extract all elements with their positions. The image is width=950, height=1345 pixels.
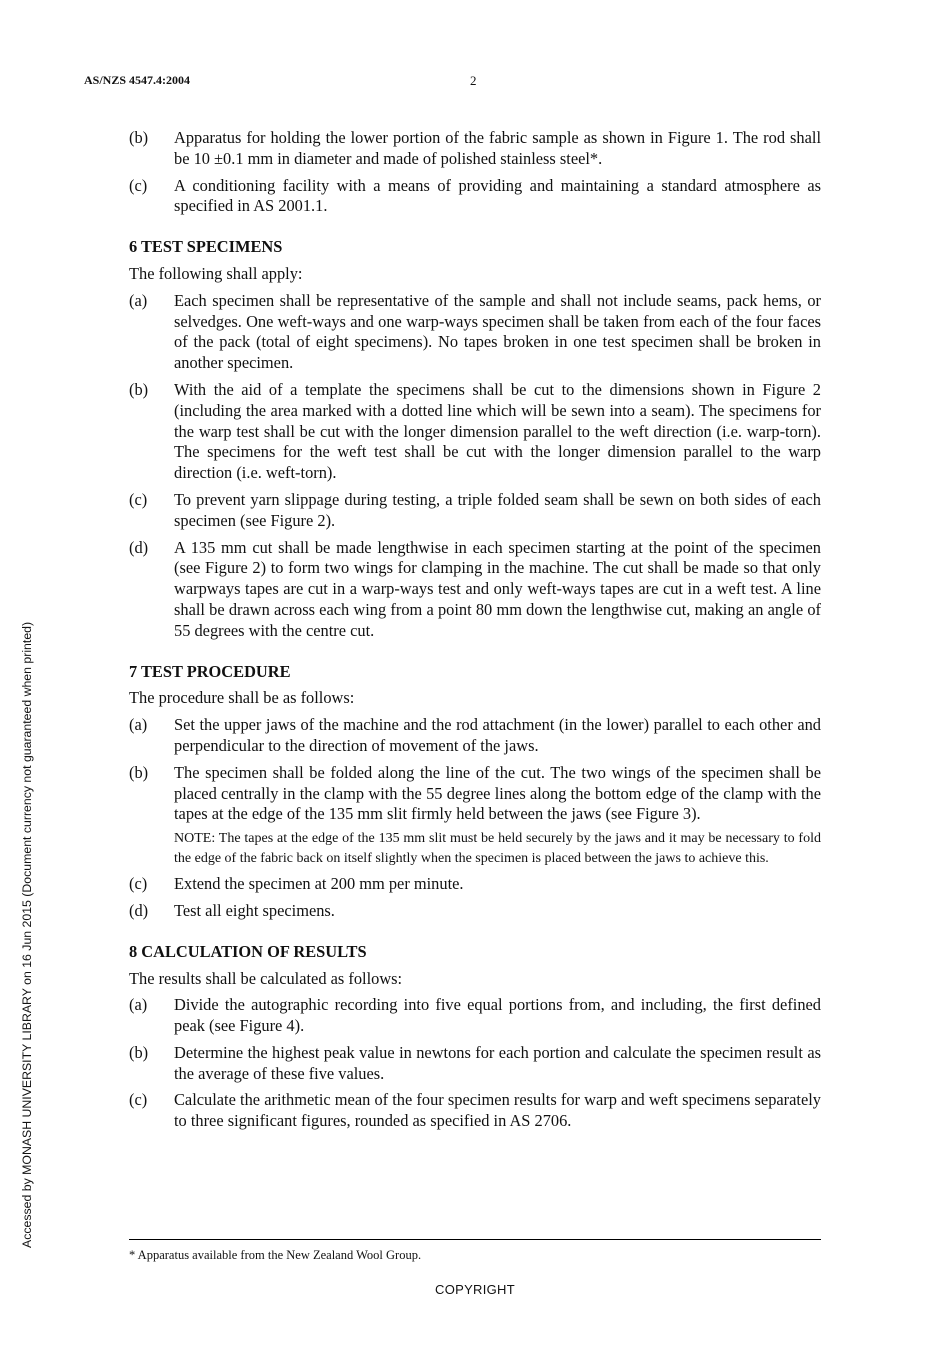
item-text: Set the upper jaws of the machine and the rod attachment (in the lower) parallel to each other and perpendicular to the direction of movement of the jaws. bbox=[174, 715, 821, 755]
list-item bbox=[129, 291, 821, 374]
item-label: (d) bbox=[129, 537, 149, 557]
list-item bbox=[129, 995, 821, 1037]
page-number: 2 bbox=[470, 73, 477, 88]
item-text: A 135 mm cut shall be made lengthwise in each specimen starting at the point of the specimen (see Figure 2) to form two wings for clamping in the machine. The cut shall be made so that only warpways tapes are cut in a warp-ways test and only weft-ways tapes are cut in a weft test. A line shall be drawn across each wing from a point 80 mm down the lengthwise cut, making an angle of 55 degrees with the centre cut. bbox=[174, 537, 821, 640]
item-content bbox=[174, 763, 821, 868]
section-heading: 8 CALCULATION OF RESULTS bbox=[129, 941, 367, 961]
list-item bbox=[129, 901, 821, 922]
item-label: (c) bbox=[129, 874, 148, 894]
list-item bbox=[129, 1043, 821, 1085]
list-item bbox=[129, 538, 821, 642]
section-intro: The procedure shall be as follows: bbox=[129, 688, 355, 708]
item-label: (b) bbox=[129, 762, 149, 782]
access-watermark: Accessed by MONASH UNIVERSITY LIBRARY on 16 Jun 2015 (Document currency not guaranteed when printed) bbox=[20, 621, 34, 1248]
item-text: Divide the autographic recording into five equal portions from, and including, the first defined peak (see Figure 4). bbox=[174, 995, 821, 1036]
list-item bbox=[129, 380, 821, 484]
list-item bbox=[129, 715, 821, 757]
section-intro: The results shall be calculated as follows: bbox=[129, 968, 403, 988]
list-item bbox=[129, 128, 821, 170]
item-label: (c) bbox=[129, 175, 148, 195]
list-item bbox=[129, 490, 821, 532]
standard-id: AS/NZS 4547.4:2004 bbox=[84, 73, 191, 87]
item-text: The specimen shall be folded along the line of the cut. The two wings of the specimen shall be placed centrally in the clamp with the 55 degree lines along the bottom edge of the clamp with the tapes at the edge of the 135 mm slit firmly held between the jaws (see Figure 3). bbox=[174, 762, 821, 824]
item-label: (a) bbox=[129, 995, 148, 1015]
footnote-divider bbox=[129, 1239, 821, 1240]
note-text: NOTE: The tapes at the edge of the 135 mm slit must be held securely by the jaws and it may be necessary to fold the edge of the fabric back on itself slightly when the specimen is placed between the jaws to achieve this. bbox=[174, 831, 821, 866]
item-text: Determine the highest peak value in newtons for each portion and calculate the specimen result as the average of these five values. bbox=[174, 1042, 821, 1083]
item-label: (a) bbox=[129, 290, 148, 310]
section-heading: 7 TEST PROCEDURE bbox=[129, 661, 291, 681]
copyright-notice: COPYRIGHT bbox=[435, 1282, 515, 1297]
footnote: * Apparatus available from the New Zealand Wool Group. bbox=[129, 1248, 422, 1262]
list-item bbox=[129, 176, 821, 218]
list-item bbox=[129, 1090, 821, 1132]
item-text: Calculate the arithmetic mean of the four specimen results for warp and weft specimens separately to three significant figures, rounded as specified in AS 2706. bbox=[174, 1090, 821, 1131]
list-item bbox=[129, 874, 821, 895]
item-label: (c) bbox=[129, 489, 148, 509]
item-text: Apparatus for holding the lower portion of the fabric sample as shown in Figure 1. The rod shall be 10 ±0.1 mm in diameter and made of polished stainless steel*. bbox=[174, 128, 821, 168]
list-item bbox=[129, 763, 821, 868]
section-heading: 6 TEST SPECIMENS bbox=[129, 237, 283, 257]
item-text: Extend the specimen at 200 mm per minute. bbox=[174, 874, 464, 894]
item-label: (d) bbox=[129, 900, 149, 920]
document-body bbox=[129, 128, 821, 1138]
item-label: (c) bbox=[129, 1090, 148, 1110]
item-text: With the aid of a template the specimens shall be cut to the dimensions shown in Figure 2 (including the area marked with a dotted line which will be sewn into a seam). The specimens for the warp test shall be cut with the longer dimension parallel to the weft direction (i.e. warp-torn). The specimens for the weft test shall be cut with the longer dimension parallel to the warp direction (i.e. weft-torn). bbox=[174, 379, 821, 483]
item-label: (a) bbox=[129, 715, 148, 735]
item-label: (b) bbox=[129, 379, 149, 399]
item-text: Test all eight specimens. bbox=[174, 900, 335, 920]
section-intro: The following shall apply: bbox=[129, 263, 303, 283]
item-text: To prevent yarn slippage during testing, a triple folded seam shall be sewn on both sides of each specimen (see Figure 2). bbox=[174, 489, 821, 530]
item-text: Each specimen shall be representative of the sample and shall not include seams, pack hems, or selvedges. One weft-ways and one warp-ways specimen shall be taken from each of the four faces of the pack (total of eight specimens). No tapes broken in one test specimen shall be broken in another specimen. bbox=[174, 290, 821, 373]
item-label: (b) bbox=[129, 128, 149, 147]
item-text: A conditioning facility with a means of providing and maintaining a standard atmosphere as specified in AS 2001.1. bbox=[174, 175, 821, 216]
item-label: (b) bbox=[129, 1042, 149, 1062]
